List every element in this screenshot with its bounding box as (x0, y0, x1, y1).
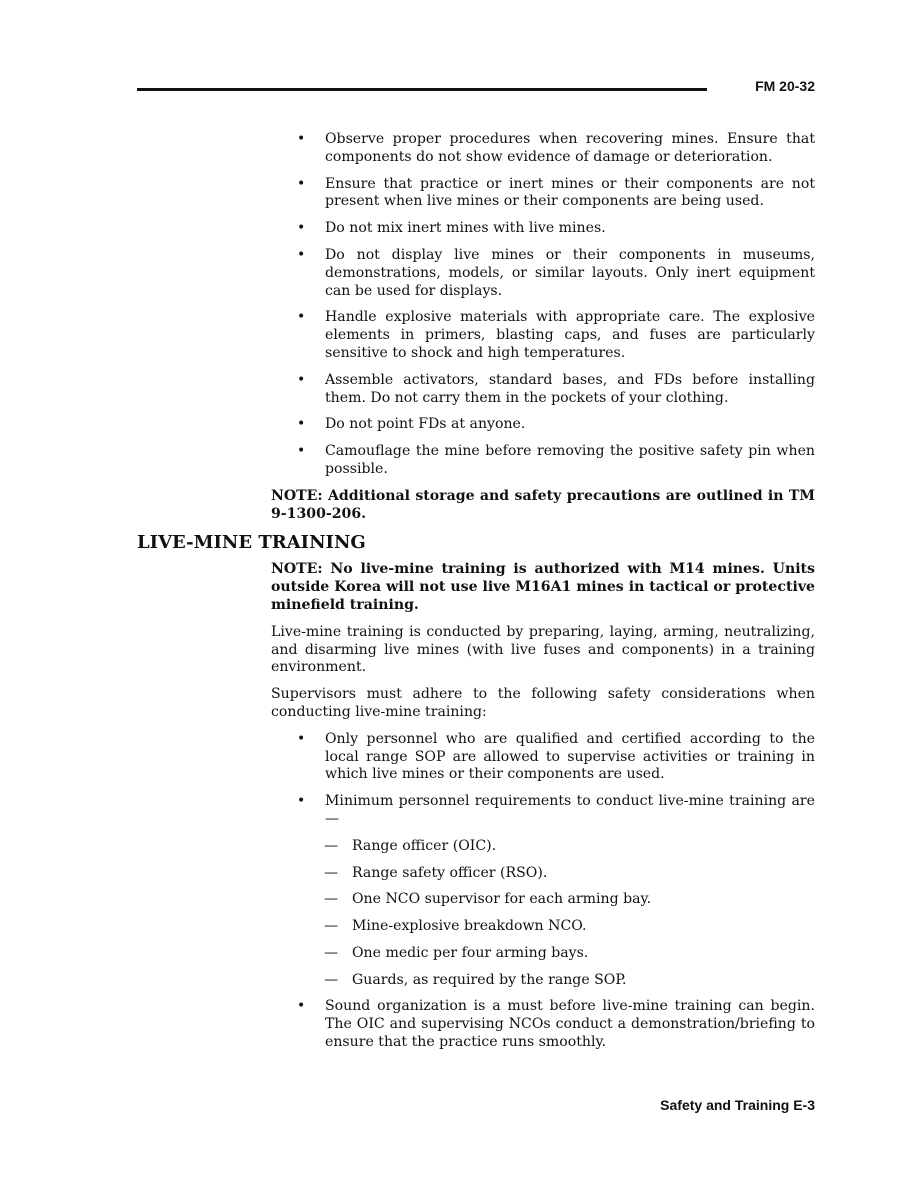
bullet-mark: • (297, 998, 306, 1015)
note-live-mine: NOTE: No live-mine training is authorized with M14 mines. Units outside Korea will not use live M16A1 mines in tactical or protective minefield training. (271, 561, 815, 613)
sub-item-text: One medic per four arming bays. (352, 944, 589, 961)
bullet-mark: • (297, 371, 306, 388)
bullet-text: Minimum personnel requirements to conduct live-mine training are— (325, 793, 815, 827)
note-storage: NOTE: Additional storage and safety precautions are outlined in TM 9-1300-206. (271, 487, 815, 522)
sub-item-text: Range officer (OIC). (352, 837, 497, 854)
dash-mark: — (324, 864, 339, 881)
list-item (137, 443, 815, 479)
sub-list-item (137, 945, 815, 963)
dash-mark: — (324, 837, 339, 854)
bullet-text: Ensure that practice or inert mines or their components are not present when live mines or their components are being used. (325, 175, 815, 210)
bullet-mark: • (297, 175, 306, 192)
bullet-text: Sound organization is a must before live-mine training can begin. The OIC and supervising NCOs conduct a demonstration/briefing to ensure that the practice runs smoothly. (325, 998, 815, 1051)
page-footer: Safety and Training E-3 (660, 1097, 815, 1113)
bullet-text: Handle explosive materials with appropriate care. The explosive elements in primers, blasting caps, and fuses are particularly sensitive to shock and high temperatures. (325, 309, 815, 361)
list-item (137, 220, 815, 238)
sub-list-item (137, 891, 815, 909)
list-item (137, 372, 815, 408)
dash-mark: — (324, 944, 339, 961)
list-item (137, 131, 815, 167)
body-paragraph: Live-mine training is conducted by preparing, laying, arming, neutralizing, and disarming live mines (with live fuses and components) in a training environment. (271, 623, 815, 676)
list-item (137, 176, 815, 212)
header-rule (137, 88, 707, 91)
sub-item-text: Range safety officer (RSO). (352, 864, 548, 881)
sub-list-item (137, 972, 815, 990)
list-item (137, 247, 815, 300)
bullet-mark: • (297, 309, 306, 326)
bullet-text: Assemble activators, standard bases, and FDs before installing them. Do not carry them in the pockets of your clothing. (325, 371, 815, 406)
bullet-mark: • (297, 246, 306, 263)
bullet-text: Camouflage the mine before removing the positive safety pin when possible. (325, 443, 815, 477)
sub-item-text: One NCO supervisor for each arming bay. (352, 891, 652, 908)
list-item (137, 416, 815, 434)
document-id: FM 20-32 (755, 78, 815, 94)
bullet-text: Only personnel who are qualified and certified according to the local range SOP are allowed to supervise activities or training in which live mines or their components are used. (325, 730, 815, 783)
sub-list-item (137, 865, 815, 883)
list-item (137, 793, 815, 829)
sub-list-item (137, 918, 815, 936)
dash-mark: — (324, 891, 339, 908)
bullet-text: Do not display live mines or their components in museums, demonstrations, models, or similar layouts. Only inert equipment can be used for displays. (325, 246, 815, 299)
sub-list-item (137, 838, 815, 856)
sub-item-text: Mine-explosive breakdown NCO. (352, 918, 587, 935)
dash-mark: — (324, 918, 339, 935)
page-content (137, 131, 815, 1061)
bullet-text: Do not point FDs at anyone. (325, 416, 526, 433)
bullet-mark: • (297, 793, 306, 810)
list-item (137, 731, 815, 784)
bullet-mark: • (297, 416, 306, 433)
section-heading: LIVE-MINE TRAINING (137, 532, 366, 554)
bullet-mark: • (297, 131, 306, 147)
list-item (137, 309, 815, 362)
list-item (137, 998, 815, 1051)
bullet-mark: • (297, 220, 306, 237)
bullet-mark: • (297, 730, 306, 747)
bullet-text: Observe proper procedures when recovering mines. Ensure that components do not show evidence of damage or deterioration. (325, 131, 815, 165)
bullet-mark: • (297, 443, 306, 460)
dash-mark: — (324, 971, 339, 988)
bullet-text: Do not mix inert mines with live mines. (325, 220, 606, 237)
sub-item-text: Guards, as required by the range SOP. (352, 971, 627, 988)
body-paragraph: Supervisors must adhere to the following safety considerations when conducting live-mine training: (271, 686, 815, 720)
